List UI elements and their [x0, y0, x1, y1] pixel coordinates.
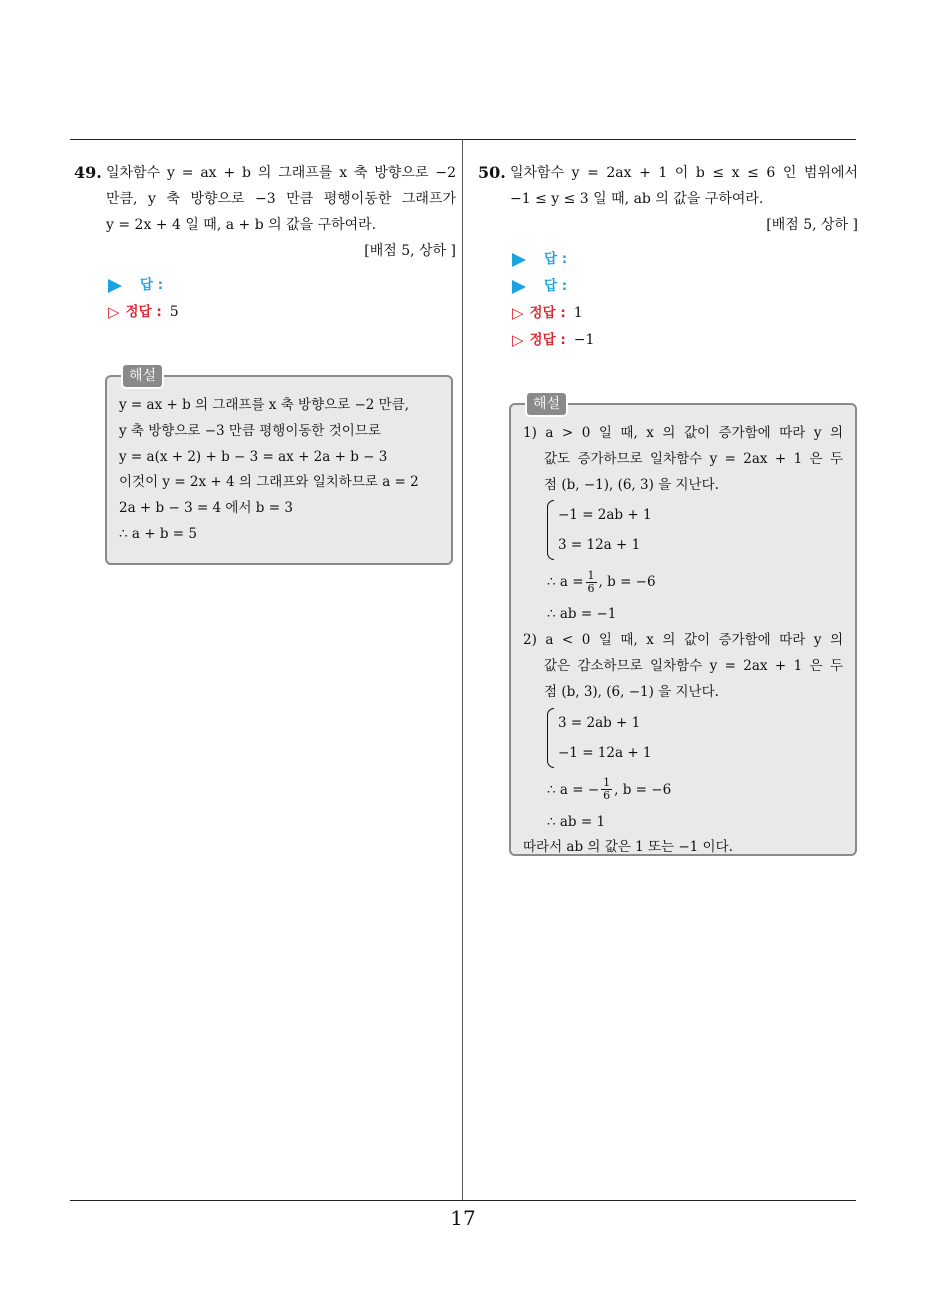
- play-icon: [512, 253, 526, 267]
- answer-block: [108, 272, 456, 326]
- conclusion-line: 따라서 ab 의 값은 1 또는 −1 이다.: [523, 839, 733, 856]
- correct-answer-label: 정답 :: [529, 332, 566, 348]
- problem-text-line: 만큼, y 축 방향으로 −3 만큼 평행이동한 그래프가: [106, 191, 456, 207]
- score-label: [배점 5, 상하 ]: [364, 243, 456, 259]
- solution-line: 값도 증가하므로 일차함수 y = 2ax + 1 은 두: [544, 450, 843, 467]
- correct-answer-label: 정답 :: [125, 304, 162, 320]
- equation: 3 = 2ab + 1: [558, 714, 641, 731]
- correct-answer-row: [512, 300, 858, 327]
- problem-49-column: [74, 160, 456, 326]
- correct-answer-label: 정답 :: [529, 305, 566, 321]
- solution-line: 2a + b − 3 = 4 에서 b = 3: [119, 500, 293, 517]
- fraction-numerator: 1: [603, 776, 611, 790]
- score-label: [배점 5, 상하 ]: [766, 217, 858, 233]
- problem-50: [478, 160, 858, 238]
- solution-line: y = ax + b 의 그래프를 x 축 방향으로 −2 만큼,: [119, 397, 410, 413]
- problem-text-line: −1 ≤ y ≤ 3 일 때, ab 의 값을 구하여라.: [510, 191, 764, 207]
- solution-tag: 해설: [121, 363, 164, 389]
- result-suffix: , b = −6: [614, 781, 672, 798]
- equation-system: [547, 708, 843, 768]
- problem-number: 49.: [74, 163, 102, 182]
- correct-answer-value: 1: [573, 305, 583, 321]
- correct-answer-row: [512, 327, 858, 354]
- therefore-line: ∴ ab = −1: [547, 606, 617, 623]
- fraction-numerator: 1: [587, 568, 595, 582]
- solution-case-2: [523, 628, 843, 835]
- problem-text-line: y = 2x + 4 일 때, a + b 의 값을 구하여라.: [106, 217, 377, 233]
- solution-line: 이것이 y = 2x + 4 의 그래프와 일치하므로 a = 2: [119, 474, 419, 491]
- solution-line: y = a(x + 2) + b − 3 = ax + 2a + b − 3: [119, 448, 388, 465]
- triangle-outline-icon: ▷: [512, 304, 524, 322]
- fraction-denominator: 6: [587, 581, 595, 595]
- answer-row: [512, 273, 858, 300]
- equation: −1 = 12a + 1: [558, 744, 652, 761]
- correct-answer-value: −1: [573, 332, 595, 348]
- left-brace-icon: [547, 500, 554, 560]
- answer-label: 답 :: [140, 277, 164, 293]
- equation: 3 = 12a + 1: [558, 537, 641, 554]
- play-icon: [108, 279, 122, 293]
- solution-case-1: [523, 421, 843, 628]
- solution-line: 값은 감소하므로 일차함수 y = 2ax + 1 은 두: [544, 657, 843, 674]
- answer-row: [108, 272, 456, 299]
- column-divider: [462, 139, 463, 1201]
- correct-answer-row: [108, 299, 456, 326]
- top-rule: [70, 139, 856, 140]
- equation: −1 = 2ab + 1: [558, 507, 652, 524]
- bottom-rule: [70, 1200, 856, 1201]
- page-number: 17: [450, 1206, 476, 1230]
- problem-50-column: [478, 160, 858, 354]
- therefore-line: ∴ ab = 1: [547, 813, 606, 830]
- answer-block: [512, 246, 858, 354]
- problem-text-line: 일차함수 y = ax + b 의 그래프를 x 축 방향으로 −2: [106, 165, 456, 181]
- result-line: [547, 770, 843, 810]
- result-line: [547, 562, 843, 602]
- answer-label: 답 :: [544, 251, 568, 267]
- problem-49: [74, 160, 456, 264]
- answer-row: [512, 246, 858, 273]
- fraction: [601, 777, 612, 802]
- correct-answer-value: 5: [169, 304, 179, 320]
- answer-label: 답 :: [544, 278, 568, 294]
- solution-box-50: [509, 396, 857, 856]
- triangle-outline-icon: ▷: [512, 331, 524, 349]
- solution-line: y 축 방향으로 −3 만큼 평행이동한 것이므로: [119, 422, 381, 439]
- result-suffix: , b = −6: [598, 574, 656, 591]
- fraction: [586, 570, 597, 595]
- solution-line: 1) a > 0 일 때, x 의 값이 증가함에 따라 y 의: [523, 425, 843, 441]
- result-prefix: ∴ a = −: [547, 781, 600, 798]
- triangle-outline-icon: ▷: [108, 303, 120, 321]
- problem-number: 50.: [478, 163, 506, 182]
- fraction-denominator: 6: [603, 789, 611, 803]
- problem-text-line: 일차함수 y = 2ax + 1 이 b ≤ x ≤ 6 인 범위에서: [510, 165, 858, 181]
- play-icon: [512, 280, 526, 294]
- solution-line: ∴ a + b = 5: [119, 525, 197, 542]
- solution-line: 점 (b, 3), (6, −1) 을 지난다.: [544, 683, 719, 700]
- solution-line: 점 (b, −1), (6, 3) 을 지난다.: [544, 476, 719, 493]
- solution-tag: 해설: [525, 391, 568, 417]
- left-brace-icon: [547, 708, 554, 768]
- solution-box-49: [105, 368, 453, 565]
- solution-line: 2) a < 0 일 때, x 의 값이 증가함에 따라 y 의: [523, 632, 843, 649]
- result-prefix: ∴ a =: [547, 574, 584, 591]
- equation-system: [547, 500, 843, 560]
